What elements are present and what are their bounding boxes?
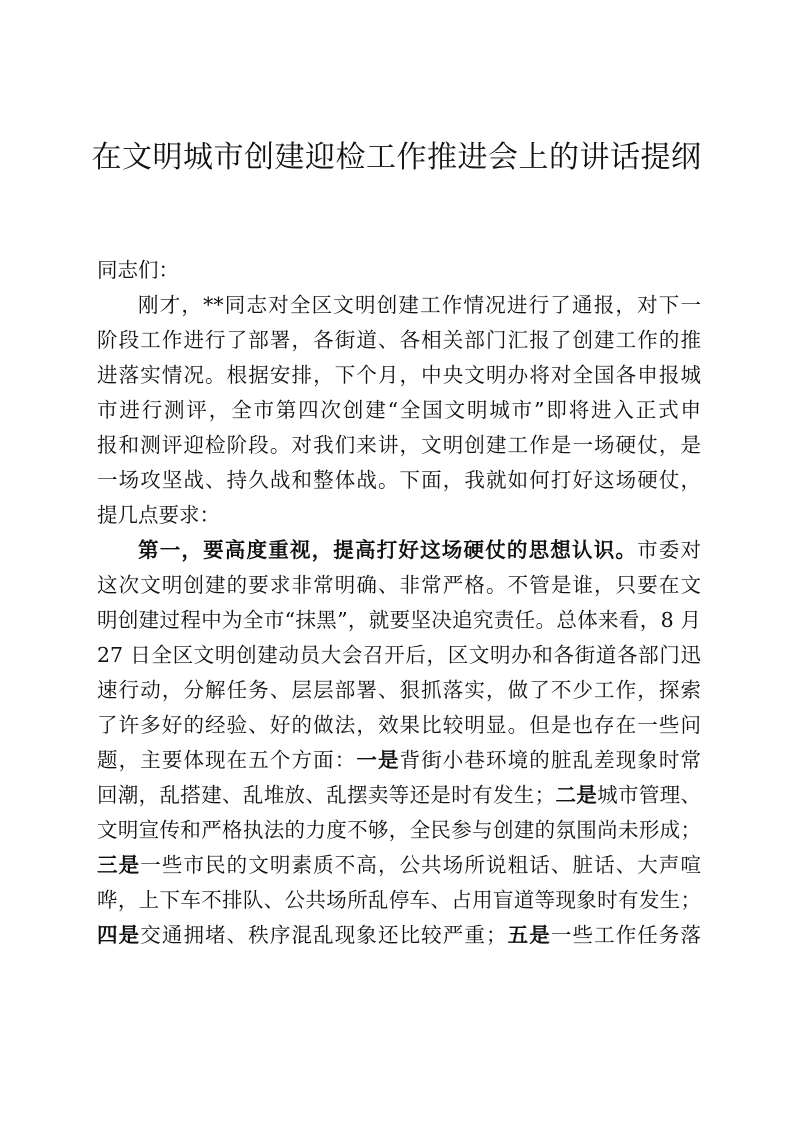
paragraph-line bbox=[97, 743, 701, 778]
paragraph-line: 报和测评迎检阶段。对我们来讲，文明创建工作是一场硬仗，是 bbox=[97, 433, 701, 457]
paragraph-line: 提几点要求： bbox=[97, 503, 220, 527]
document-body bbox=[97, 253, 701, 953]
paragraph-line bbox=[97, 533, 701, 568]
paragraph-line: 市进行测评，全市第四次创建“全国文明城市”即将进入正式申 bbox=[97, 398, 701, 422]
paragraph-line: 进落实情况。根据安排，下个月，中央文明办将对全国各申报城 bbox=[97, 363, 701, 387]
paragraph-line: 一场攻坚战、持久战和整体战。下面，我就如何打好这场硬仗， bbox=[97, 468, 701, 492]
paragraph-line bbox=[97, 778, 701, 813]
text-run: 一些工作任务落 bbox=[550, 923, 702, 947]
salutation: 同志们： bbox=[97, 258, 179, 282]
text-run: 背街小巷环境的脏乱差现象时常 bbox=[399, 748, 702, 772]
paragraph-line: 速行动，分解任务、层层部署、狠抓落实，做了不少工作，探索 bbox=[97, 678, 701, 702]
text-run: 一些市民的文明素质不高，公共场所说粗话、脏话、大声喧 bbox=[140, 853, 702, 877]
point-label: 二是 bbox=[555, 783, 598, 807]
document-title: 在文明城市创建迎检工作推进会上的讲话提纲 bbox=[91, 140, 702, 175]
text-run: 题，主要体现在五个方面： bbox=[97, 748, 357, 772]
paragraph-line bbox=[97, 848, 701, 883]
paragraph-line: 27 日全区文明创建动员大会召开后，区文明办和各街道各部门迅 bbox=[97, 643, 701, 667]
point-label: 一是 bbox=[356, 748, 400, 772]
point-label: 五是 bbox=[506, 923, 551, 947]
paragraph-line: 阶段工作进行了部署，各街道、各相关部门汇报了创建工作的推 bbox=[97, 328, 701, 352]
text-run: 市委对 bbox=[637, 538, 702, 562]
paragraph-intro bbox=[97, 288, 701, 533]
point-label: 三是 bbox=[97, 853, 141, 877]
paragraph-line: 文明宣传和严格执法的力度不够，全民参与创建的氛围尚未形成； bbox=[97, 818, 701, 842]
point-label: 四是 bbox=[97, 923, 141, 947]
section-heading: 第一，要高度重视，提高打好这场硬仗的思想认识。 bbox=[138, 538, 638, 562]
text-run: 交通拥堵、秩序混乱现象还比较严重； bbox=[140, 923, 507, 947]
paragraph-point-one bbox=[97, 533, 701, 953]
paragraph-line: 刚才，**同志对全区文明创建工作情况进行了通报，对下一 bbox=[138, 293, 701, 317]
text-run: 回潮，乱搭建、乱堆放、乱摆卖等还是时有发生； bbox=[97, 783, 556, 807]
paragraph-line: 哗，上下车不排队、公共场所乱停车、占用盲道等现象时有发生； bbox=[97, 888, 701, 912]
paragraph-line: 这次文明创建的要求非常明确、非常严格。不管是谁，只要在文 bbox=[97, 573, 701, 597]
text-run: 城市管理、 bbox=[597, 783, 702, 807]
paragraph-line: 明创建过程中为全市“抹黑”，就要坚决追究责任。总体来看，8 月 bbox=[97, 608, 701, 632]
paragraph-line: 了许多好的经验、好的做法，效果比较明显。但是也存在一些问 bbox=[97, 713, 701, 737]
paragraph-line bbox=[97, 918, 701, 953]
